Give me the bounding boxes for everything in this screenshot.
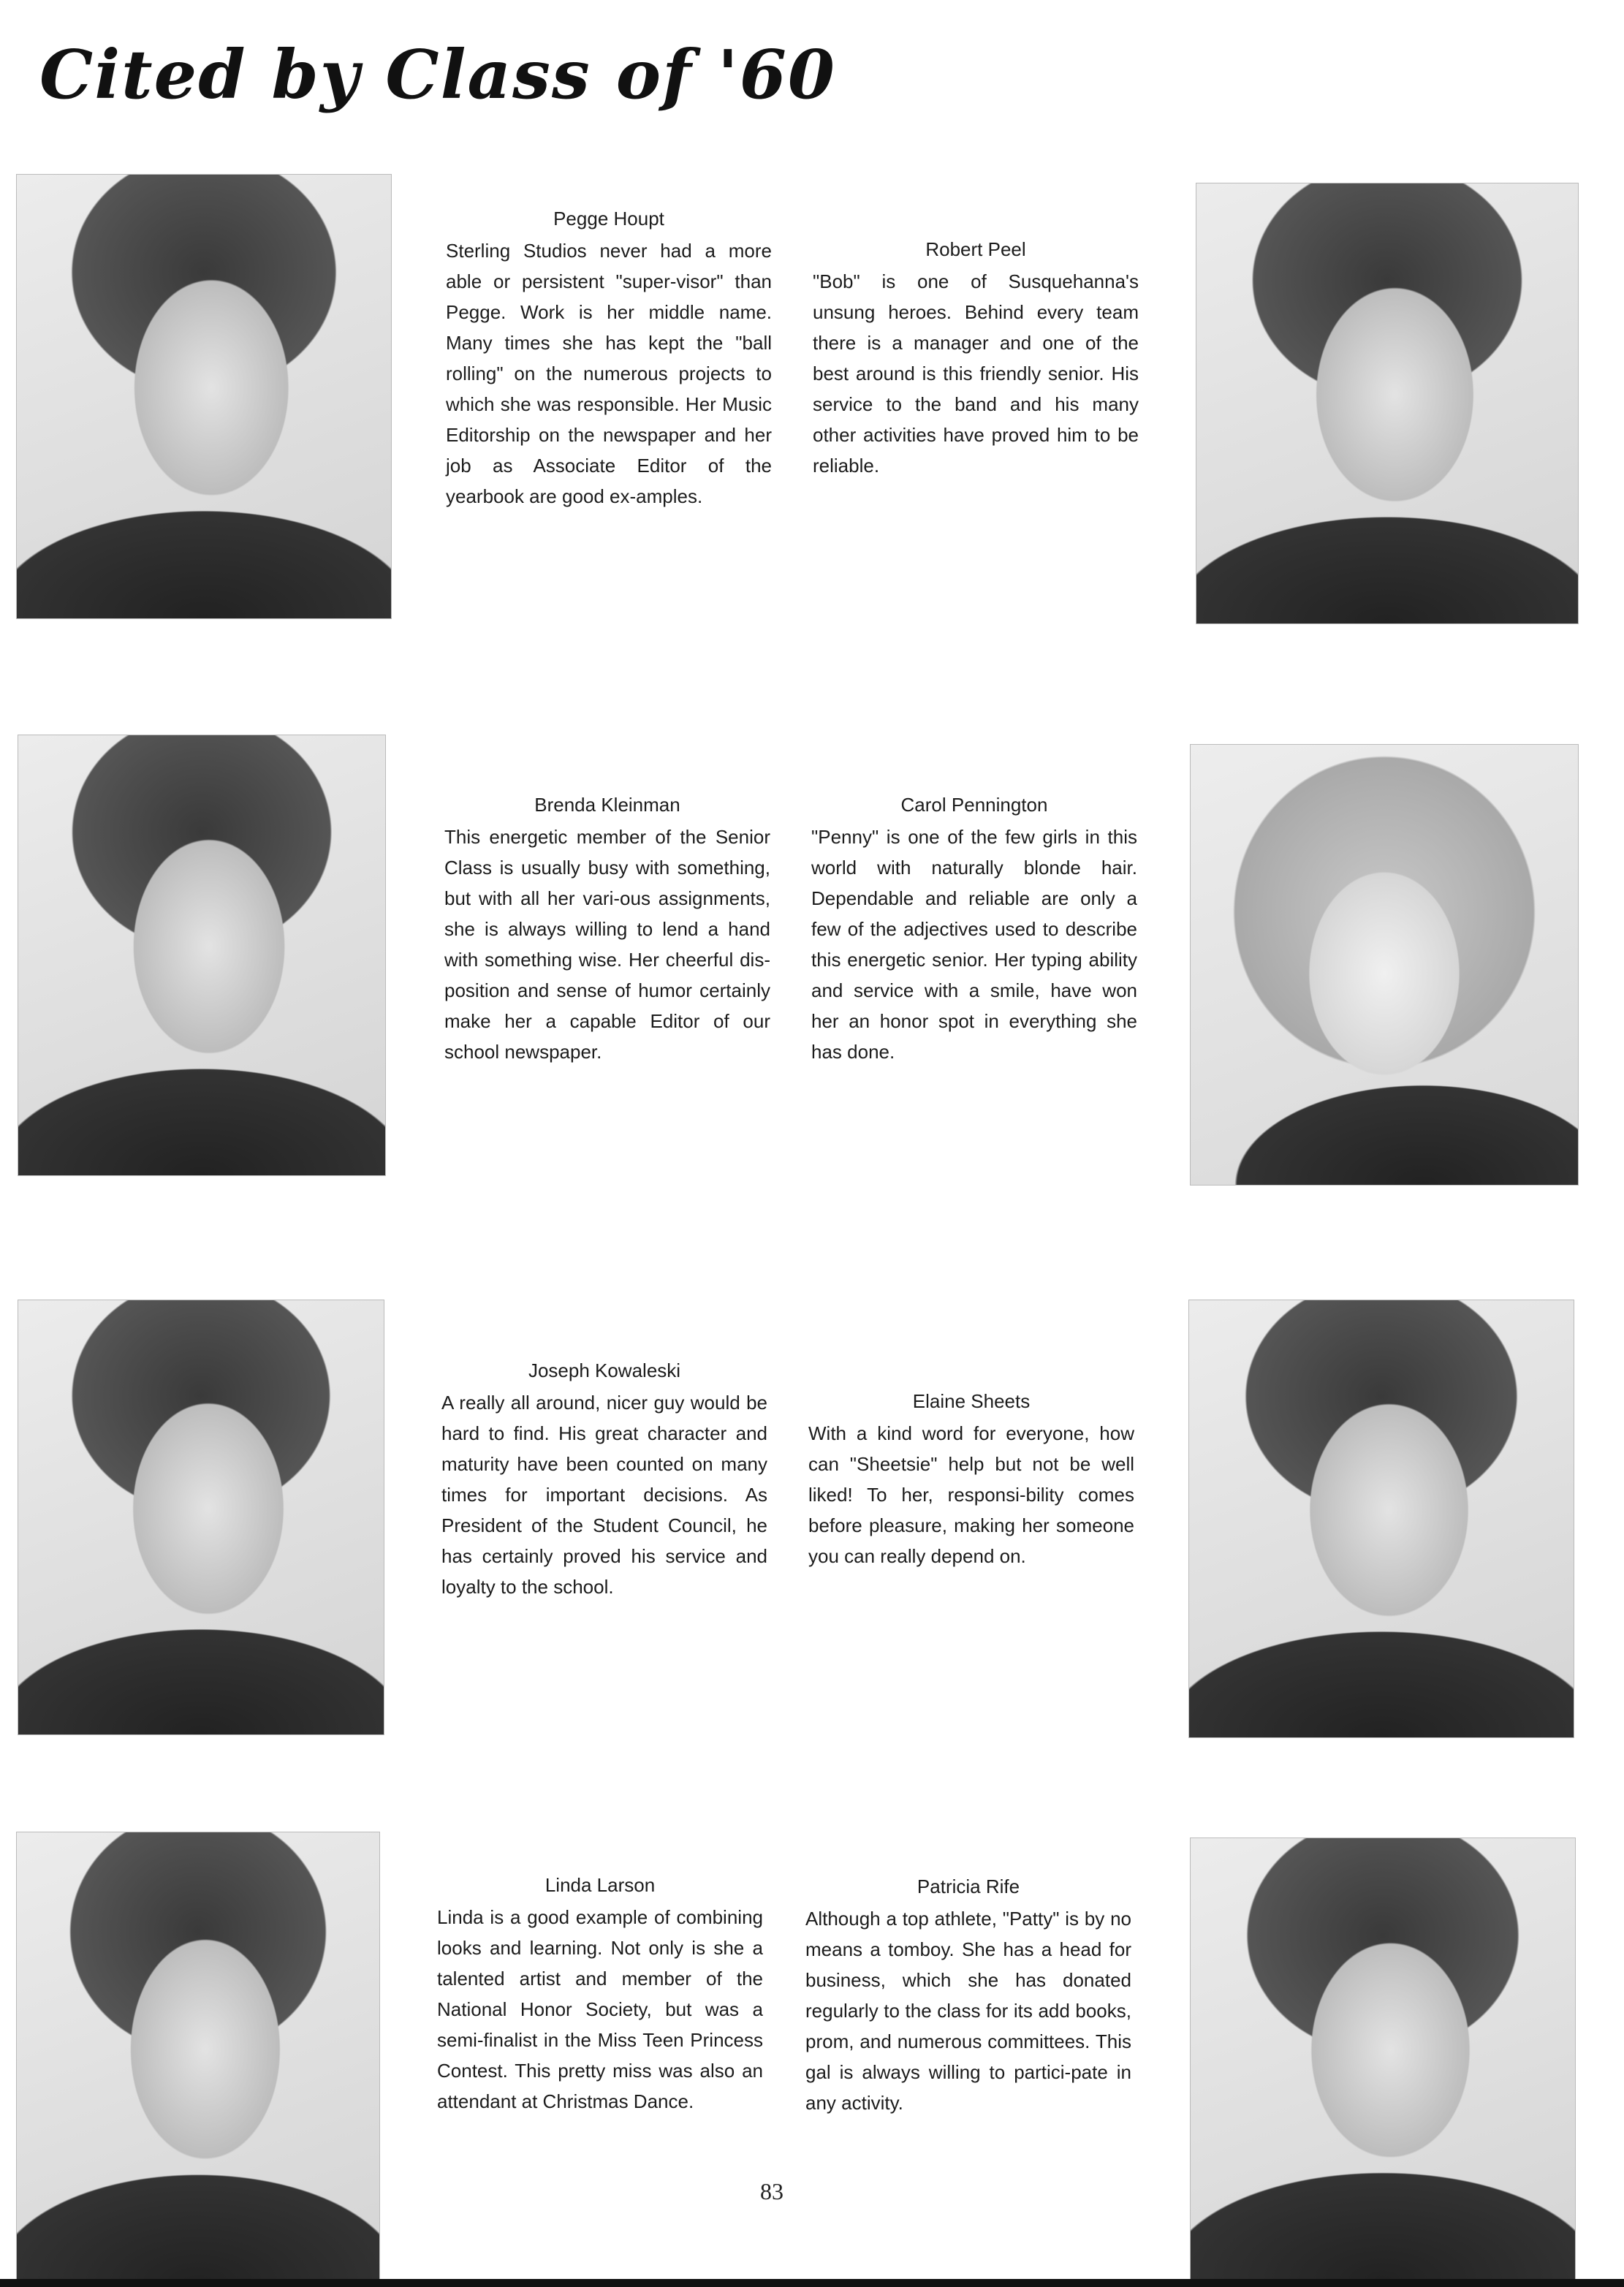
bio-text: With a kind word for everyone, how can "Sheetsie" help but not be well liked! To her, responsi-bility comes before pleasure, making her someone you can really depend on.	[808, 1422, 1134, 1567]
bio-text: Although a top athlete, "Patty" is by no means a tomboy. She has a head for business, which she has donated regularly to the class for its add books, prom, and numerous committees. This gal is always willing to partici-pate in any activity.	[805, 1908, 1131, 2114]
portrait-photo-joseph-kowaleski	[18, 1300, 384, 1735]
bio-pegge-houpt	[446, 203, 772, 512]
bio-text: Sterling Studios never had a more able or persistent "super-visor" than Pegge. Work is her middle name. Many times she has kept the "ball rolling" on the numerous projects to which she was responsible. Her Music Editorship on the newspaper and her job as Associate Editor of the yearbook are good ex-amples.	[446, 240, 772, 507]
portrait-photo-robert-peel	[1196, 183, 1579, 624]
bottom-rule	[0, 2279, 1624, 2287]
bio-joseph-kowaleski	[441, 1355, 767, 1602]
bio-name: Joseph Kowaleski	[528, 1359, 681, 1381]
bio-linda-larson	[437, 1870, 763, 2117]
portrait-photo-carol-pennington	[1190, 744, 1579, 1186]
bio-name: Linda Larson	[545, 1874, 656, 1896]
bio-name: Pegge Houpt	[553, 208, 664, 230]
portrait-photo-brenda-kleinman	[18, 735, 386, 1176]
bio-name: Elaine Sheets	[912, 1390, 1031, 1412]
portrait-photo-linda-larson	[16, 1832, 380, 2285]
bio-brenda-kleinman	[444, 789, 770, 1067]
page-title: Cited by Class of '60	[39, 35, 836, 114]
portrait-photo-pegge-houpt	[16, 174, 392, 619]
portrait-photo-patricia-rife	[1190, 1837, 1576, 2280]
bio-name: Robert Peel	[925, 238, 1026, 260]
bio-name: Brenda Kleinman	[534, 794, 680, 816]
bio-carol-pennington	[811, 789, 1137, 1067]
bio-name: Patricia Rife	[917, 1876, 1020, 1897]
portrait-photo-elaine-sheets	[1188, 1300, 1574, 1738]
bio-text: "Bob" is one of Susquehanna's unsung heroes. Behind every team there is a manager and one of the best around is this friendly senior. His service to the band and his many other activities have proved him to be reliable.	[813, 270, 1139, 477]
bio-text: A really all around, nicer guy would be hard to find. His great character and maturity have been counted on many times for important decisions. As President of the Student Council, he has certainly proved his service and loyalty to the school.	[441, 1392, 767, 1598]
bio-text: "Penny" is one of the few girls in this world with naturally blonde hair. Dependable and reliable are only a few of the adjectives used to describe this energetic senior. Her typing ability and service with a smile, have won her an honor spot in everything she has done.	[811, 826, 1137, 1063]
bio-robert-peel	[813, 234, 1139, 481]
bio-elaine-sheets	[808, 1386, 1134, 1571]
page-number: 83	[760, 2178, 783, 2204]
bio-text: This energetic member of the Senior Class is usually busy with something, but with all her vari-ous assignments, she is always willing to lend a hand with something wise. Her cheerful dis-position and sense of humor certainly make her a capable Editor of our school newspaper.	[444, 826, 770, 1063]
bio-patricia-rife	[805, 1871, 1131, 2118]
bio-name: Carol Pennington	[900, 794, 1048, 816]
bio-text: Linda is a good example of combining looks and learning. Not only is she a talented artist and member of the National Honor Society, but was a semi-finalist in the Miss Teen Princess Contest. This pretty miss was also an attendant at Christmas Dance.	[437, 1906, 763, 2112]
